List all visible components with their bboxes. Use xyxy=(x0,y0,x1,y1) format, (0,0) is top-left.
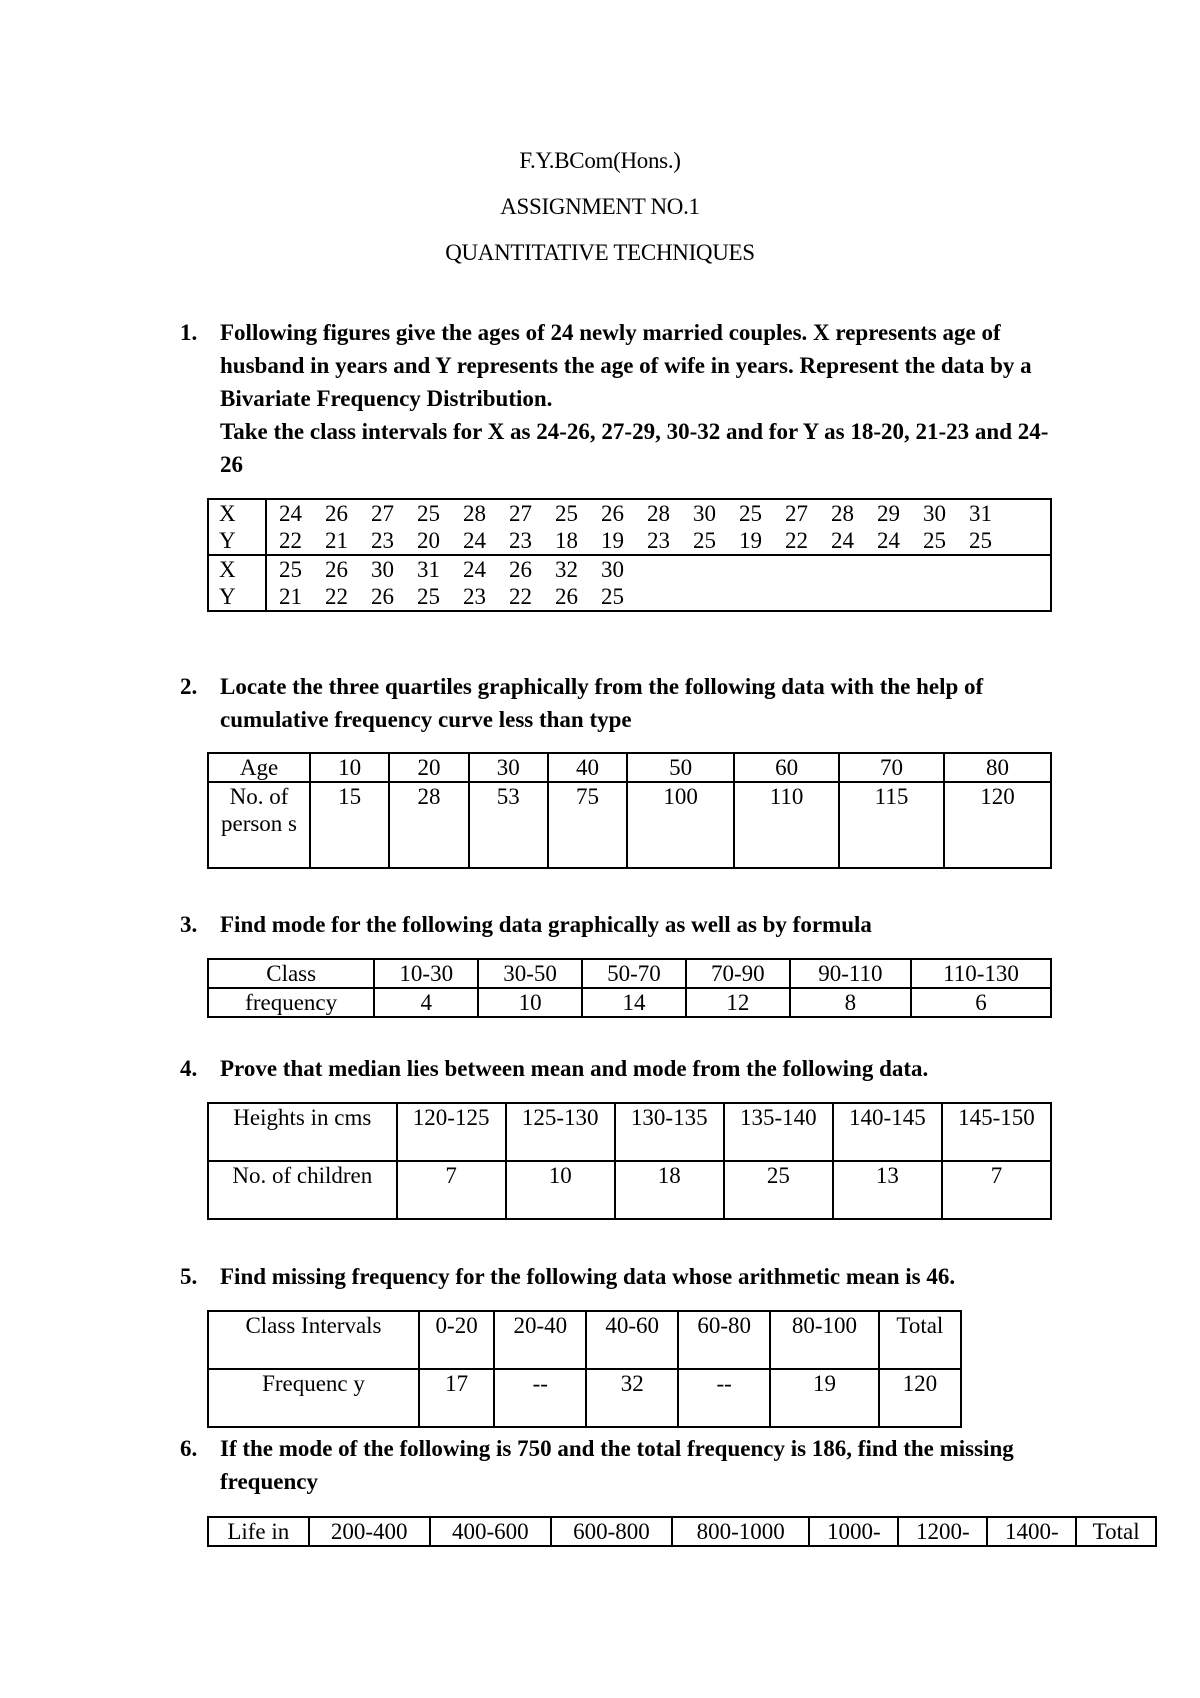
row-header-cell: No. of person s xyxy=(208,782,310,868)
table-cell: 20-40 xyxy=(494,1311,586,1369)
table-heights xyxy=(207,1102,1052,1220)
row-values xyxy=(266,555,1051,583)
table-cell: 25 xyxy=(279,557,302,582)
question-number: 5. xyxy=(180,1264,198,1289)
table-cell: -- xyxy=(678,1369,770,1427)
table-cell: 40 xyxy=(548,753,627,782)
table-cell: 800-1000 xyxy=(672,1517,809,1546)
row-label: Y xyxy=(208,527,266,555)
table-cell: 19 xyxy=(739,528,762,553)
table-row xyxy=(208,753,1051,782)
subject-title: QUANTITATIVE TECHNIQUES xyxy=(445,240,755,265)
table-cell: Total xyxy=(1076,1517,1156,1546)
table-cell: 22 xyxy=(325,584,348,609)
table-cell: 6 xyxy=(911,988,1051,1017)
table-row xyxy=(208,782,1051,868)
table-cell: 10-30 xyxy=(374,959,478,988)
table-cell: 12 xyxy=(686,988,790,1017)
table-cell: 17 xyxy=(419,1369,494,1427)
table-cell: 25 xyxy=(724,1161,833,1219)
table-row xyxy=(208,1517,1156,1546)
table-cell: 24 xyxy=(831,528,854,553)
table-cell: 23 xyxy=(463,584,486,609)
table-row xyxy=(208,583,1051,611)
table-cell: 80-100 xyxy=(770,1311,879,1369)
question-1 xyxy=(180,316,1060,481)
table-cell: 23 xyxy=(647,528,670,553)
row-label: Y xyxy=(208,583,266,611)
table-cell: 70 xyxy=(839,753,944,782)
table-cell: 25 xyxy=(969,528,992,553)
table-cell: 21 xyxy=(279,584,302,609)
table-cell: 120-125 xyxy=(397,1103,506,1161)
table-cell: -- xyxy=(494,1369,586,1427)
table-cell: 26 xyxy=(555,584,578,609)
table-cell: 145-150 xyxy=(942,1103,1051,1161)
table-cell: 31 xyxy=(969,501,992,526)
table-row xyxy=(208,1311,961,1369)
row-header-cell: Heights in cms xyxy=(208,1103,397,1161)
table-cell: 30 xyxy=(923,501,946,526)
row-label: X xyxy=(208,499,266,527)
table-mode xyxy=(207,958,1052,1018)
table-cell: 21 xyxy=(325,528,348,553)
table-cell: 50-70 xyxy=(582,959,686,988)
row-header-cell: Frequenc y xyxy=(208,1369,419,1427)
row-values xyxy=(266,527,1051,555)
table-cell: 31 xyxy=(417,557,440,582)
table-cell: 70-90 xyxy=(686,959,790,988)
table-cell: 22 xyxy=(509,584,532,609)
assignment-title: ASSIGNMENT NO.1 xyxy=(500,194,700,219)
row-header-cell: Class Intervals xyxy=(208,1311,419,1369)
table-row xyxy=(208,1369,961,1427)
table-cell: 25 xyxy=(739,501,762,526)
table-cell: 25 xyxy=(417,584,440,609)
table-cell: 27 xyxy=(785,501,808,526)
table-cell: 10 xyxy=(478,988,582,1017)
table-cell: 26 xyxy=(325,501,348,526)
question-5 xyxy=(180,1260,1060,1293)
table-quartiles xyxy=(207,752,1052,869)
table-cell: 200-400 xyxy=(309,1517,430,1546)
table-cell: 23 xyxy=(509,528,532,553)
table-row xyxy=(208,959,1051,988)
table-cell: 10 xyxy=(506,1161,615,1219)
table-cell: 30-50 xyxy=(478,959,582,988)
table-cell: 60-80 xyxy=(678,1311,770,1369)
table-cell: 40-60 xyxy=(586,1311,678,1369)
table-cell: 22 xyxy=(279,528,302,553)
question-number: 6. xyxy=(180,1436,198,1461)
table-cell: 27 xyxy=(509,501,532,526)
table-row xyxy=(208,555,1051,583)
row-header-cell: frequency xyxy=(208,988,374,1017)
question-text: Locate the three quartiles graphically from the following data with the help of cumulative frequency curve less than type xyxy=(220,674,984,732)
table-cell: 135-140 xyxy=(724,1103,833,1161)
table-cell: 18 xyxy=(555,528,578,553)
question-number: 4. xyxy=(180,1056,198,1081)
question-text: If the mode of the following is 750 and the total frequency is 186, find the missing frequency xyxy=(220,1436,1014,1494)
table-cell: 14 xyxy=(582,988,686,1017)
table-cell: 80 xyxy=(944,753,1051,782)
table-cell: 60 xyxy=(734,753,839,782)
table-cell: 28 xyxy=(463,501,486,526)
table-row xyxy=(208,527,1051,555)
table-cell: 26 xyxy=(371,584,394,609)
course-title: F.Y.BCom(Hons.) xyxy=(519,148,681,173)
table-cell: 125-130 xyxy=(506,1103,615,1161)
table-cell: 25 xyxy=(555,501,578,526)
table-cell: 1000- xyxy=(809,1517,898,1546)
table-cell: 25 xyxy=(417,501,440,526)
question-text: Find mode for the following data graphically as well as by formula xyxy=(220,912,872,937)
row-label: X xyxy=(208,555,266,583)
question-text-2: Take the class intervals for X as 24-26, 27-29, 30-32 and for Y as 18-20, 21-23 and 24-26 xyxy=(220,419,1049,477)
table-cell: 130-135 xyxy=(615,1103,724,1161)
table-row xyxy=(208,1161,1051,1219)
table-cell: 19 xyxy=(601,528,624,553)
table-ages-couples xyxy=(207,498,1052,612)
question-6 xyxy=(180,1432,1060,1498)
question-text: Prove that median lies between mean and mode from the following data. xyxy=(220,1056,929,1081)
table-cell: 30 xyxy=(371,557,394,582)
table-cell: 30 xyxy=(693,501,716,526)
table-cell: 10 xyxy=(310,753,389,782)
table-cell: 24 xyxy=(463,528,486,553)
table-row xyxy=(208,988,1051,1017)
table-cell: 23 xyxy=(371,528,394,553)
table-cell: 19 xyxy=(770,1369,879,1427)
table-cell: 90-110 xyxy=(790,959,911,988)
question-2 xyxy=(180,670,1060,736)
table-cell: 140-145 xyxy=(833,1103,942,1161)
table-cell: 13 xyxy=(833,1161,942,1219)
table-cell: 24 xyxy=(877,528,900,553)
table-cell: 115 xyxy=(839,782,944,868)
question-text: Find missing frequency for the following data whose arithmetic mean is 46. xyxy=(220,1264,956,1289)
table-cell: Total xyxy=(879,1311,961,1369)
question-number: 2. xyxy=(180,674,198,699)
table-cell: 26 xyxy=(509,557,532,582)
row-values xyxy=(266,499,1051,527)
table-cell: 18 xyxy=(615,1161,724,1219)
table-cell: 110 xyxy=(734,782,839,868)
row-values xyxy=(266,583,1051,611)
row-header-cell: Class xyxy=(208,959,374,988)
question-number: 3. xyxy=(180,912,198,937)
table-cell: 27 xyxy=(371,501,394,526)
table-cell: 28 xyxy=(647,501,670,526)
question-4 xyxy=(180,1052,1060,1085)
table-cell: 28 xyxy=(831,501,854,526)
table-cell: 25 xyxy=(693,528,716,553)
row-header-cell: Life in xyxy=(208,1517,309,1546)
table-cell: 25 xyxy=(601,584,624,609)
table-cell: 7 xyxy=(397,1161,506,1219)
table-cell: 28 xyxy=(389,782,468,868)
table-cell: 50 xyxy=(627,753,734,782)
table-cell: 30 xyxy=(601,557,624,582)
table-cell: 110-130 xyxy=(911,959,1051,988)
table-cell: 24 xyxy=(463,557,486,582)
table-cell: 20 xyxy=(417,528,440,553)
table-cell: 53 xyxy=(469,782,548,868)
table-cell: 100 xyxy=(627,782,734,868)
table-cell: 0-20 xyxy=(419,1311,494,1369)
table-life xyxy=(207,1516,1157,1547)
table-cell: 29 xyxy=(877,501,900,526)
table-cell: 4 xyxy=(374,988,478,1017)
question-number: 1. xyxy=(180,320,198,345)
table-cell: 15 xyxy=(310,782,389,868)
table-cell: 8 xyxy=(790,988,911,1017)
row-header-cell: Age xyxy=(208,753,310,782)
table-cell: 400-600 xyxy=(430,1517,551,1546)
table-cell: 120 xyxy=(944,782,1051,868)
table-row xyxy=(208,1103,1051,1161)
table-row xyxy=(208,499,1051,527)
table-cell: 32 xyxy=(586,1369,678,1427)
table-cell: 22 xyxy=(785,528,808,553)
table-cell: 26 xyxy=(325,557,348,582)
row-header-cell: No. of children xyxy=(208,1161,397,1219)
table-cell: 1200- xyxy=(898,1517,987,1546)
table-cell: 30 xyxy=(469,753,548,782)
table-cell: 600-800 xyxy=(551,1517,672,1546)
table-cell: 1400- xyxy=(987,1517,1076,1546)
table-cell: 75 xyxy=(548,782,627,868)
table-cell: 25 xyxy=(923,528,946,553)
table-cell: 26 xyxy=(601,501,624,526)
table-cell: 24 xyxy=(279,501,302,526)
table-cell: 120 xyxy=(879,1369,961,1427)
table-cell: 7 xyxy=(942,1161,1051,1219)
table-cell: 32 xyxy=(555,557,578,582)
question-3 xyxy=(180,908,1060,941)
question-text: Following figures give the ages of 24 newly married couples. X represents age of husband in years and Y represents the age of wife in years. Represent the data by a Bivariate Frequency Distribution. xyxy=(220,320,1032,411)
table-cell: 20 xyxy=(389,753,468,782)
table-missing-frequency xyxy=(207,1310,962,1428)
